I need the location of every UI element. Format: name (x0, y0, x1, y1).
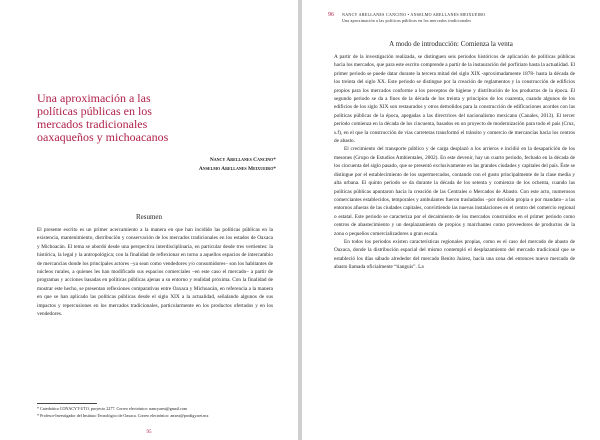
right-page (302, 0, 600, 440)
running-head-authors: NANCY ARELLANES CANCINO • ANSELMO ARELLANES MEIXUEIRO (342, 12, 486, 17)
abstract-heading: Resumen (135, 213, 163, 221)
title-line: Una aproximación a las (37, 91, 151, 105)
page-number: 96 (328, 12, 334, 18)
author-list (199, 156, 276, 174)
article-title (37, 92, 237, 144)
paragraph: El crecimiento del transporte público y de carga desplazó a los arrieros e incidió en la desaparición de los mesones (Grupo de Estudios Ambientales, 2002). En este devenir, hay un cuarto periodo, fechado en la década de los cincuenta del siglo pasado, que se presentó exclusivamente en las grandes ciudades y capitales del país. Éste se distingue por el establecimiento de los supermercados, contando con el gusto principalmente de la clase media y alta urbana. El quinto periodo se da durante la década de los setenta y comienzo de los ochenta, cuando las políticas públicas apuntaron hacia la creación de las Centrales o Mercados de Abasto. Con este acto, numerosos comerciantes establecidos, temporales y ambulantes fueron trasladados –por decisión propia o por mandato– a las entornos afueras de las ciudades capitales, convirtiendo las nuevas instalaciones en el centro del comercio regional o estatal. Este periodo se caracteriza por el decaimiento de los mercados construidos en el primer periodo como centros de abastecimiento y un desplazamiento de propios y marchantes como proveedores de productos de la zona o pequeños comercializadores a gran escala. (334, 146, 575, 237)
section-heading: A modo de introducción: Comienza la venta (389, 40, 513, 48)
page-number: 95 (146, 430, 152, 435)
footnote: * Catedrática CONACYT-UTO, proyecto 2277. Correo electrónico: nancyarea@gmail.com (37, 406, 187, 411)
title-line: políticas públicas en los (37, 104, 152, 118)
author-name: Nancy Arellanes Cancino* (209, 157, 276, 163)
title-line: oaxaqueños y michoacanos (37, 130, 169, 144)
running-head-title: Una aproximación a las políticas públicas en los mercados tradicionales (342, 18, 472, 23)
author-name: Anselmo Arellanes Meixueiro* (198, 166, 276, 172)
footnote-divider (37, 403, 97, 404)
abstract-text: El presente escrito es un primer acercamiento a la manera en que han incidido las políticas públicas en la existencia, mantenimiento, distribución y conservación de los mercados tradicionales en los estados de Oaxaca y Michoacán. El tema se abordó desde una perspectiva interdisciplinaria, en particular desde tres vertientes: la histórica, la legal y la antropológica; con la finalidad de reflexionar en torno a aquellos espacios de intercambio de mercancías donde los principales actores –ya sean como vendedores y/o consumidores– son los habitantes de núcleos rurales, a quienes les han modificado sus espacios comerciales –en este caso el mercado– a partir de programas y acciones basadas en políticas públicas ajenas a su entorno y realidad próxima. Con la finalidad de mostrar este hecho, se presentan reflexiones comparativas entre Oaxaca y Michoacán, en referencia a la manera en que se han aplicado las políticas públicas desde el siglo XIX a la actualidad, señalando algunos de sus impactos y repercusiones en los mercados tradicionales, particularmente en los productos ofertados y en los vendedores. (37, 227, 273, 318)
title-line: mercados tradicionales (37, 117, 148, 131)
footnote: * Profesor-Investigador del Instituto Tecnológico de Oaxaca. Correo electrónico: anxea@prodigy.net.mx (37, 413, 209, 418)
body-text (334, 53, 575, 272)
paragraph: A partir de la investigación realizada, se distinguen seis periodos históricos de aplicación de políticas públicas hacia los mercados, que para este escrito comprende a partir de la instauración del porfiriato hasta la actualidad. El primer periodo se puede datar durante la tercera mitad del siglo XIX -aproximadamente 1878- hasta la década de los treinta del siglo XX. Este periodo se distingue por la creación de reglamentos y la construcción de edificios propios para los mercados conforme a los preceptos de higiene y distribución de los productos de la época. El segundo periodo se da a fines de la década de los treinta y principios de los cuarenta, cuando algunos de los edificios de los siglo XIX son restaurados y otros demolidos para la construcción de edificaciones acordes con las políticas públicas de la época, apegadas a las directrices del nacionalismo mexicano (Canales, 2013). El tercer periodo comienza en la década de los cincuenta, basados en un proyecto de modernización para todo el país (Cruz, s.f), en el que la construcción de vías carreteras transformó el tránsito y comercio de mercancías hacia los centros de abasto. (334, 54, 575, 145)
paragraph: En todos los periodos existen características regionales propias, como es el caso del mercado de abasto de Oaxaca, donde la distribución espacial del mismo contempló el desplazamiento del mercado tradicional que se estableció los días sábado alrededor del mercado Benito Juárez, hacia una zona del entonces nuevo mercado de abasto llamada oficialmente “tianguis”. La (334, 238, 575, 271)
left-page (0, 0, 298, 440)
